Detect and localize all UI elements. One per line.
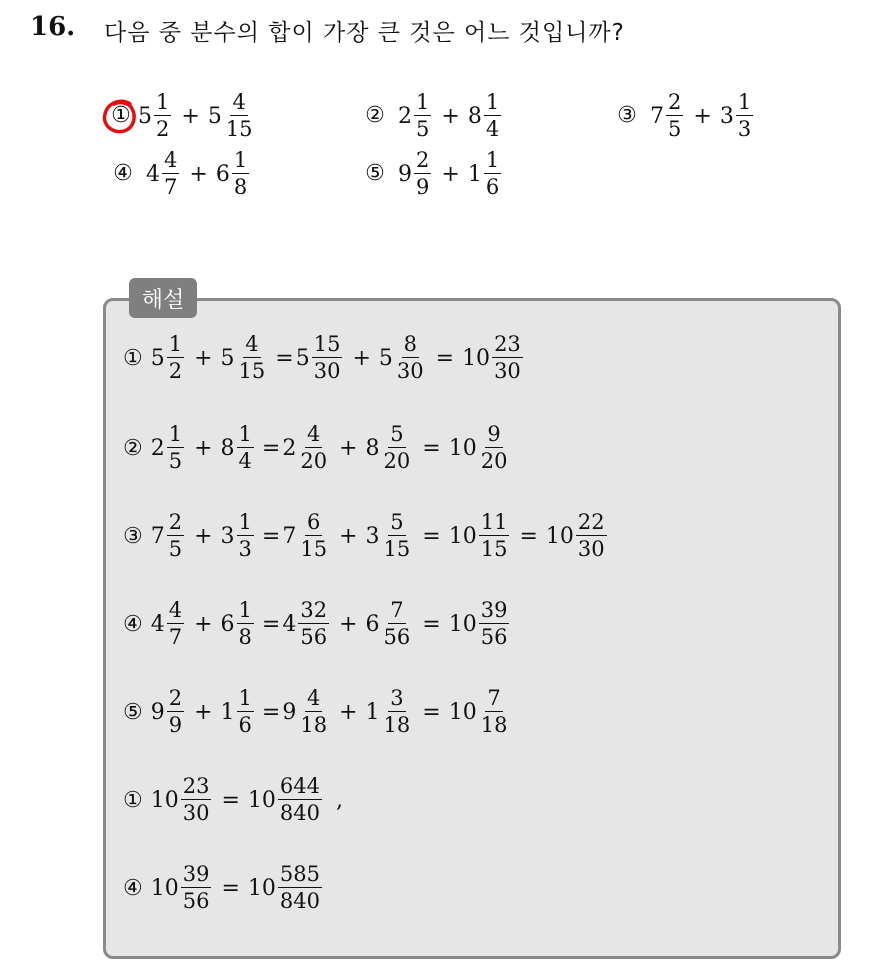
denominator: 9	[168, 713, 183, 737]
whole: 4	[146, 161, 160, 187]
numerator: 4	[307, 686, 321, 710]
numerator: 1	[416, 90, 430, 114]
result	[449, 512, 512, 560]
converted-b	[379, 334, 428, 382]
denominator: 9	[416, 175, 430, 199]
fraction	[237, 424, 254, 472]
denominator: 18	[300, 713, 328, 737]
numerator: 2	[668, 90, 682, 114]
solution-line-label: ④	[123, 611, 143, 637]
denominator: 7	[168, 625, 183, 649]
denominator: 3	[737, 117, 752, 141]
denominator: 840	[279, 889, 320, 913]
whole: 1	[365, 699, 380, 725]
numerator: 39	[480, 598, 508, 622]
denominator: 15	[383, 537, 411, 561]
solution-line	[123, 334, 525, 382]
plus-sign: +	[194, 611, 213, 637]
equals-sign: =	[422, 435, 441, 461]
comparison-line-label: ④	[123, 875, 143, 901]
denominator: 8	[233, 175, 248, 199]
denominator: 30	[494, 359, 521, 383]
denominator: 5	[168, 537, 183, 561]
fraction	[414, 150, 431, 198]
numerator: 9	[487, 422, 501, 446]
fraction	[382, 512, 413, 560]
whole: 8	[220, 435, 235, 461]
fraction	[312, 334, 343, 382]
denominator: 3	[238, 537, 252, 561]
solution-line	[123, 424, 511, 472]
numerator: 4	[232, 90, 246, 114]
whole: 5	[295, 345, 310, 371]
equals-sign: =	[261, 435, 281, 461]
solution-line-label: ②	[123, 435, 143, 461]
equals-sign: =	[422, 699, 441, 725]
denominator: 8	[238, 625, 252, 649]
plus-sign: +	[194, 435, 213, 461]
fraction	[162, 150, 179, 198]
equals-sign: =	[221, 875, 240, 901]
whole: 5	[207, 103, 222, 129]
term-a	[151, 424, 186, 472]
fraction	[154, 92, 171, 140]
denominator: 20	[383, 449, 411, 473]
fraction	[181, 776, 212, 824]
fraction	[167, 688, 184, 736]
plus-sign: +	[352, 345, 371, 371]
whole: 9	[150, 699, 165, 725]
numerator: 4	[307, 422, 321, 446]
plus-sign: +	[339, 611, 358, 637]
numerator: 1	[737, 90, 752, 114]
term-a	[151, 600, 186, 648]
numerator: 2	[416, 148, 430, 172]
fraction	[278, 864, 322, 912]
result	[462, 334, 525, 382]
denominator: 20	[300, 449, 328, 473]
option-3-label: ③	[617, 103, 637, 128]
option-1-term-b	[208, 92, 257, 140]
denominator: 5	[416, 117, 430, 141]
denominator: 30	[182, 801, 210, 825]
option-3-term-b	[720, 92, 755, 140]
plus-sign: +	[339, 435, 358, 461]
whole: 2	[150, 435, 165, 461]
solution-line-label: ①	[123, 345, 143, 371]
plus-sign: +	[194, 345, 213, 371]
numerator: 3	[390, 686, 404, 710]
whole: 6	[220, 611, 235, 637]
equals-sign: =	[261, 611, 281, 637]
converted-a	[282, 600, 331, 648]
plus-sign: +	[441, 161, 460, 187]
denominator: 18	[480, 713, 508, 737]
whole: 10	[247, 875, 276, 901]
whole: 10	[150, 787, 179, 813]
option-3[interactable]	[616, 92, 755, 140]
denominator: 6	[238, 713, 252, 737]
fraction	[395, 334, 426, 382]
option-2-term-a	[398, 92, 433, 140]
fraction	[167, 334, 184, 382]
numerator: 644	[279, 774, 320, 798]
common-denominator-form	[248, 776, 324, 824]
denominator: 4	[485, 117, 500, 141]
numerator: 1	[238, 598, 252, 622]
fraction	[298, 512, 329, 560]
denominator: 20	[480, 449, 508, 473]
comparison-line	[123, 864, 336, 912]
whole: 7	[282, 523, 297, 549]
fraction	[298, 688, 329, 736]
whole: 4	[150, 611, 165, 637]
denominator: 56	[300, 625, 328, 649]
converted-b	[366, 688, 415, 736]
converted-b	[366, 424, 415, 472]
whole: 2	[398, 103, 412, 129]
converted-b	[366, 512, 415, 560]
solution-line	[123, 512, 609, 560]
whole: 10	[448, 611, 477, 637]
fraction	[736, 92, 753, 140]
fraction	[224, 92, 255, 140]
numerator: 23	[182, 774, 210, 798]
denominator: 56	[480, 625, 508, 649]
numerator: 1	[233, 148, 248, 172]
denominator: 30	[577, 537, 605, 561]
plus-sign: +	[181, 103, 200, 129]
fraction	[492, 334, 523, 382]
numerator: 23	[494, 332, 521, 356]
equals-sign: =	[221, 787, 240, 813]
comparison-line-label: ①	[123, 787, 143, 813]
numerator: 39	[182, 862, 210, 886]
equals-sign: =	[422, 523, 441, 549]
numerator: 5	[390, 510, 404, 534]
whole: 6	[215, 161, 230, 187]
denominator: 30	[313, 359, 341, 383]
whole: 10	[247, 787, 276, 813]
equals-sign: =	[261, 699, 281, 725]
whole: 4	[282, 611, 297, 637]
whole: 8	[467, 103, 482, 129]
denominator: 15	[480, 537, 508, 561]
result-alt	[546, 512, 609, 560]
numerator: 4	[164, 148, 178, 172]
option-1-term-a	[138, 92, 173, 140]
fraction	[167, 600, 184, 648]
fraction	[666, 92, 683, 140]
denominator: 4	[238, 449, 252, 473]
whole: 7	[150, 523, 165, 549]
result	[449, 424, 512, 472]
separator: ,	[336, 787, 343, 813]
fraction	[167, 512, 184, 560]
converted-a	[282, 424, 331, 472]
term-b	[221, 688, 256, 736]
whole: 5	[150, 345, 165, 371]
fraction	[382, 600, 413, 648]
plus-sign: +	[339, 523, 358, 549]
term-b	[221, 334, 270, 382]
denominator: 2	[156, 117, 170, 141]
denominator: 15	[225, 117, 253, 141]
denominator: 7	[164, 175, 178, 199]
fraction	[181, 864, 212, 912]
term-a	[151, 334, 186, 382]
whole: 10	[545, 523, 574, 549]
option-2-term-b	[468, 92, 503, 140]
plus-sign: +	[339, 699, 358, 725]
fraction	[382, 424, 413, 472]
numerator: 6	[307, 510, 321, 534]
fraction	[278, 776, 322, 824]
numerator: 22	[577, 510, 605, 534]
option-3-term-a	[650, 92, 685, 140]
fraction	[237, 688, 254, 736]
equals-sign: =	[435, 345, 455, 371]
option-1-label: ①	[111, 103, 131, 128]
option-5[interactable]	[364, 150, 503, 198]
whole: 9	[398, 161, 412, 187]
denominator: 30	[396, 359, 424, 383]
equals-sign: =	[275, 345, 294, 371]
option-5-term-a	[398, 150, 433, 198]
result	[449, 600, 512, 648]
solution-line	[123, 600, 511, 648]
numerator: 5	[390, 422, 404, 446]
fraction	[484, 92, 501, 140]
whole: 3	[719, 103, 734, 129]
converted-a	[296, 334, 345, 382]
whole: 1	[467, 161, 482, 187]
whole: 3	[365, 523, 380, 549]
whole: 8	[365, 435, 380, 461]
fraction	[479, 424, 510, 472]
solution-line-label: ⑤	[123, 699, 143, 725]
whole: 6	[365, 611, 380, 637]
whole: 10	[448, 523, 477, 549]
plus-sign: +	[441, 103, 460, 129]
equals-sign: =	[422, 611, 441, 637]
whole: 9	[282, 699, 297, 725]
term-b	[221, 424, 256, 472]
denominator: 15	[300, 537, 328, 561]
plus-sign: +	[194, 699, 213, 725]
question-number: 16.	[30, 12, 76, 42]
option-2[interactable]	[364, 92, 503, 140]
numerator: 1	[485, 148, 500, 172]
numerator: 11	[480, 510, 508, 534]
numerator: 1	[168, 332, 183, 356]
option-4[interactable]	[112, 150, 251, 198]
solution-tag: 해설	[129, 278, 197, 318]
option-4-label: ④	[113, 161, 133, 186]
option-1[interactable]	[110, 92, 257, 140]
whole: 5	[220, 345, 235, 371]
fraction	[298, 600, 329, 648]
plus-sign: +	[189, 161, 208, 187]
fraction	[167, 424, 184, 472]
denominator: 56	[383, 625, 411, 649]
fraction	[382, 688, 413, 736]
numerator: 1	[238, 422, 252, 446]
fraction	[414, 92, 431, 140]
denominator: 6	[485, 175, 500, 199]
fraction	[479, 600, 510, 648]
solution-line	[123, 688, 511, 736]
numerator: 1	[156, 90, 170, 114]
option-5-label: ⑤	[365, 161, 385, 186]
numerator: 15	[313, 332, 341, 356]
option-4-term-b	[216, 150, 251, 198]
fraction	[479, 512, 510, 560]
numerator: 1	[238, 510, 252, 534]
fraction	[237, 334, 268, 382]
term-b	[221, 600, 256, 648]
numerator: 7	[390, 598, 404, 622]
numerator: 1	[238, 686, 252, 710]
term-a	[151, 688, 186, 736]
equals-sign: =	[519, 523, 538, 549]
whole: 10	[448, 699, 477, 725]
fraction	[576, 512, 607, 560]
whole: 10	[448, 435, 477, 461]
fraction	[237, 512, 254, 560]
numerator: 2	[168, 686, 183, 710]
option-4-term-a	[146, 150, 181, 198]
solution-line-label: ③	[123, 523, 143, 549]
numerator: 8	[403, 332, 417, 356]
whole: 10	[462, 345, 491, 371]
plus-sign: +	[194, 523, 213, 549]
denominator: 5	[168, 449, 183, 473]
numerator: 1	[168, 422, 183, 446]
numerator: 2	[168, 510, 183, 534]
denominator: 840	[279, 801, 320, 825]
numerator: 7	[487, 686, 501, 710]
denominator: 56	[182, 889, 210, 913]
whole: 10	[150, 875, 179, 901]
denominator: 5	[668, 117, 682, 141]
converted-b	[366, 600, 415, 648]
term-b	[221, 512, 256, 560]
whole: 3	[220, 523, 235, 549]
converted-a	[282, 688, 331, 736]
numerator: 4	[245, 332, 259, 356]
denominator: 15	[238, 359, 266, 383]
whole: 5	[138, 103, 152, 129]
equals-sign: =	[261, 523, 281, 549]
fraction	[484, 150, 501, 198]
numerator: 4	[168, 598, 183, 622]
term-a	[151, 512, 186, 560]
converted-a	[282, 512, 331, 560]
plus-sign: +	[693, 103, 712, 129]
option-5-term-b	[468, 150, 503, 198]
fraction	[298, 424, 329, 472]
common-denominator-form	[248, 864, 324, 912]
numerator: 32	[300, 598, 328, 622]
denominator: 2	[168, 359, 183, 383]
numerator: 1	[485, 90, 500, 114]
comparison-line	[123, 776, 343, 824]
whole: 2	[282, 435, 297, 461]
numerator: 585	[279, 862, 320, 886]
question-text: 다음 중 분수의 합이 가장 큰 것은 어느 것입니까?	[104, 20, 625, 46]
term-a	[151, 864, 214, 912]
denominator: 18	[383, 713, 411, 737]
fraction	[232, 150, 249, 198]
whole: 5	[378, 345, 393, 371]
result	[449, 688, 512, 736]
fraction	[237, 600, 254, 648]
term-a	[151, 776, 214, 824]
whole: 1	[220, 699, 235, 725]
whole: 7	[650, 103, 664, 129]
option-2-label: ②	[365, 103, 385, 128]
fraction	[479, 688, 510, 736]
